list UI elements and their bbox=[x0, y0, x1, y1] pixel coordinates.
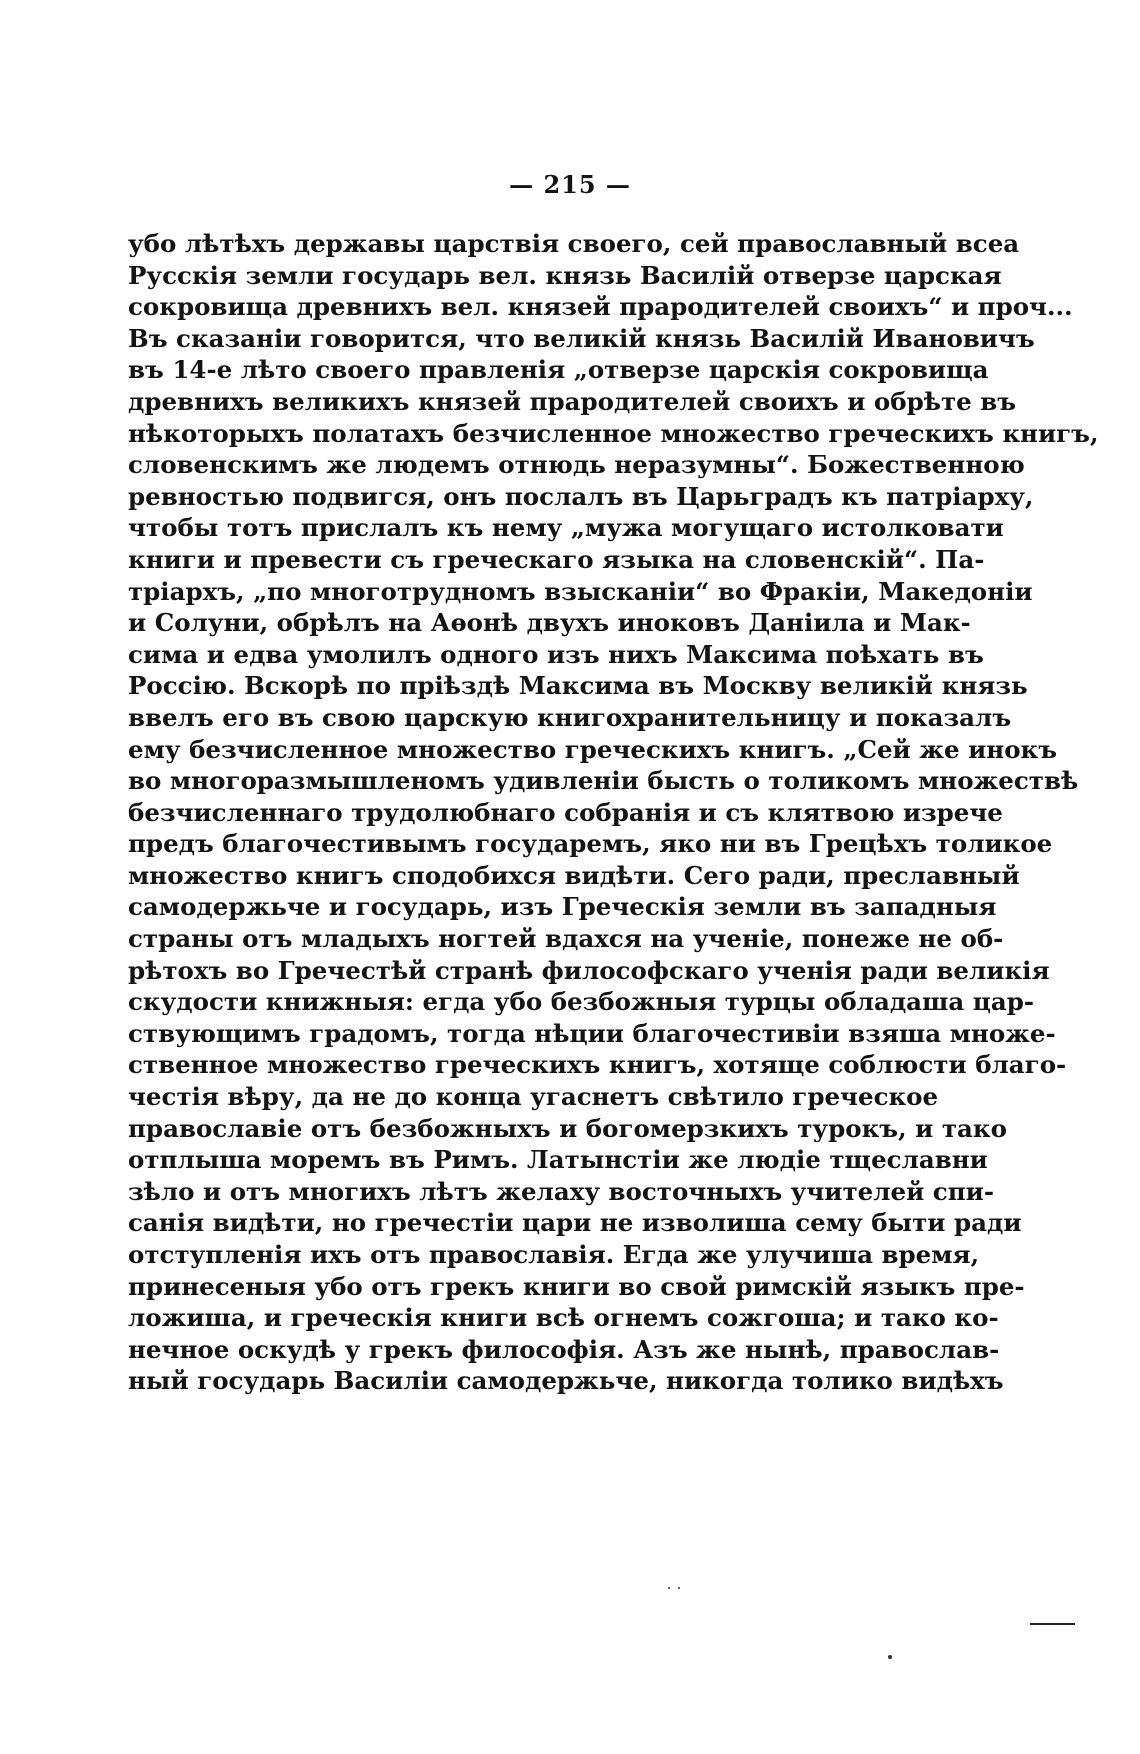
text-line: убо лѣтѣхъ державы царствія своего, сей православный всеа bbox=[128, 229, 1020, 258]
text-line: ревностью подвигся, онъ послалъ въ Царьградъ къ патріарху, bbox=[128, 481, 1034, 511]
text-line: Въ сказаніи говорится, что великій князь Василій Ивановичъ bbox=[128, 323, 1035, 353]
text-line: сокровища древнихъ вел. князей прародителей своихъ“ и проч... bbox=[128, 292, 1073, 322]
text-line: множество книгъ сподобихся видѣти. Сего ради, преславный bbox=[128, 860, 1020, 890]
body-text bbox=[128, 228, 1099, 1397]
text-line: православіе отъ безбожныхъ и богомерзкихъ турокъ, и тако bbox=[128, 1113, 1007, 1143]
text-line: ственное множество греческихъ книгъ, хотяще соблюсти благо- bbox=[128, 1050, 1067, 1080]
text-line: во многоразмышленомъ удивленіи бысть о толикомъ множествѣ bbox=[128, 766, 1079, 796]
text-line: ему безчисленное множество греческихъ книгъ. „Сей же инокъ bbox=[128, 734, 1058, 764]
text-line: тріархъ, „по многотрудномъ взысканіи“ во Фракіи, Македоніи bbox=[128, 576, 1033, 606]
text-line: ствующимъ градомъ, тогда нѣции благочестивіи взяша множе- bbox=[128, 1018, 1056, 1048]
text-line: древнихъ великихъ князей прародителей своихъ и обрѣте въ bbox=[128, 386, 1017, 416]
text-line: предъ благочестивымъ государемъ, яко ни въ Грецѣхъ толикое bbox=[128, 829, 1053, 859]
text-line: санія видѣти, но гречестіи цари не изволиша сему быти ради bbox=[128, 1208, 1022, 1238]
text-line: нечное оскудѣ у грекъ философія. Азъ же нынѣ, православ- bbox=[128, 1334, 1000, 1364]
text-line: ный государь Василіи самодержьче, никогда толико видѣхъ bbox=[128, 1366, 1004, 1396]
ink-speck bbox=[678, 1587, 680, 1589]
ink-speck bbox=[668, 1587, 670, 1589]
text-line: чтобы тотъ прислалъ къ нему „мужа могущаго истолковати bbox=[128, 513, 1004, 543]
corner-rule bbox=[1030, 1623, 1075, 1625]
ink-speck bbox=[888, 1655, 892, 1659]
text-line: Русскія земли государь вел. князь Василій отверзе царская bbox=[128, 260, 1002, 290]
text-line: принесеныя убо отъ грекъ книги во свой римскій языкъ пре- bbox=[128, 1271, 1025, 1301]
text-line: въ 14-е лѣто своего правленія „отверзе царскія сокровища bbox=[128, 355, 989, 385]
text-line: словенскимъ же людемъ отнюдь неразумны“. Божественною bbox=[128, 450, 1025, 480]
text-line: сима и едва умолилъ одного изъ нихъ Максима поѣхать въ bbox=[128, 639, 984, 669]
text-line: честія вѣру, да не до конца угаснетъ свѣтило греческое bbox=[128, 1082, 939, 1112]
text-line: нѣкоторыхъ полатахъ безчисленное множество греческихъ книгъ, bbox=[128, 418, 1099, 448]
text-line: ввелъ его въ свою царскую книгохранительницу и показалъ bbox=[128, 702, 1012, 732]
text-line: самодержьче и государь, изъ Греческія земли въ западныя bbox=[128, 892, 997, 922]
text-line: рѣтохъ во Гречестѣй странѣ философскаго ученія ради великія bbox=[128, 955, 1050, 985]
text-line: отступленія ихъ отъ православія. Егда же улучиша время, bbox=[128, 1240, 980, 1269]
page-number: — 215 — bbox=[509, 170, 631, 199]
text-line: и Солуни, обрѣлъ на Аѳонѣ двухъ иноковъ Даніила и Мак- bbox=[128, 608, 971, 638]
text-line: безчисленнаго трудолюбнаго собранія и съ клятвою изрече bbox=[128, 797, 1003, 827]
text-line: Россію. Вскорѣ по пріѣздѣ Максима въ Москву великій князь bbox=[128, 671, 1028, 701]
text-line: страны отъ младыхъ ногтей вдахся на ученіе, понеже не об- bbox=[128, 924, 1004, 954]
text-line: скудости книжныя: егда убо безбожныя турцы обладаша цар- bbox=[128, 987, 1035, 1017]
text-line: книги и превести съ греческаго языка на словенскій“. Па- bbox=[128, 544, 985, 574]
text-line: отплыша моремъ въ Римъ. Латынстіи же людіе тщеславни bbox=[128, 1145, 988, 1175]
text-line: зѣло и отъ многихъ лѣтъ желаху восточныхъ учителей спи- bbox=[128, 1176, 994, 1206]
text-line: ложиша, и греческія книги всѣ огнемъ сожгоша; и тако ко- bbox=[128, 1303, 999, 1333]
